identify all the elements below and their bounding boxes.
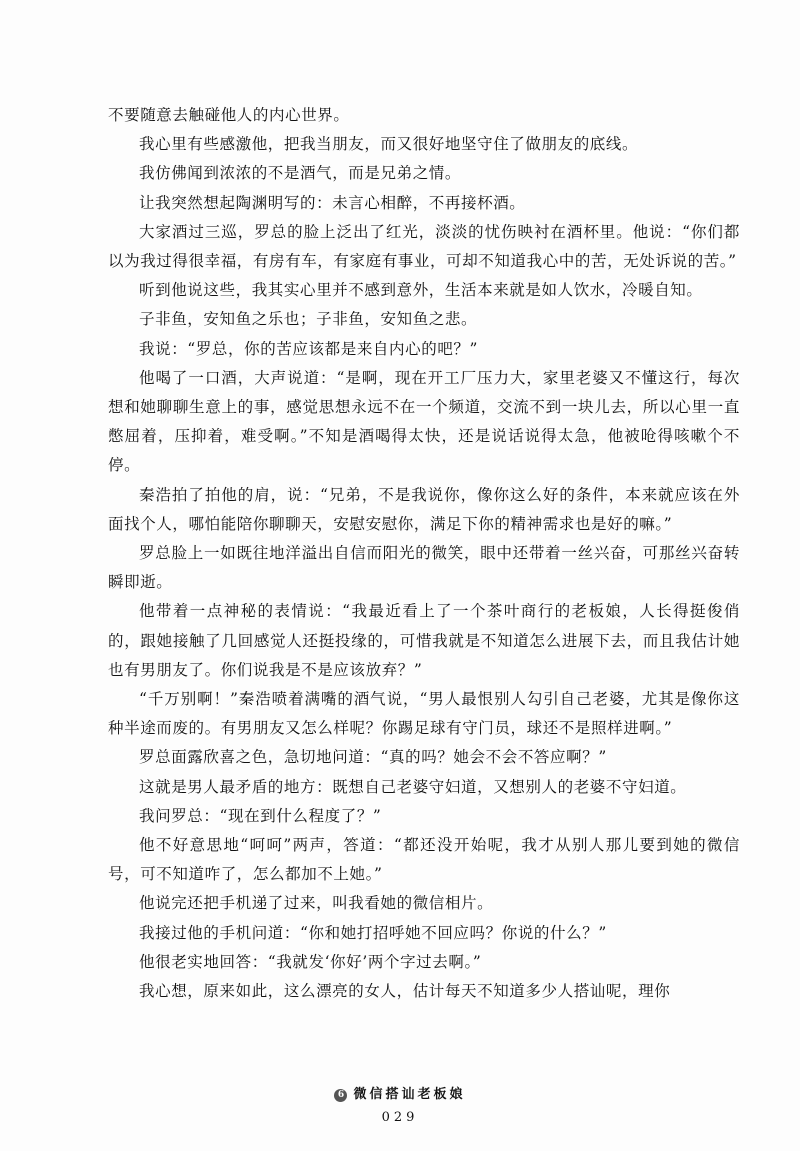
- paragraph: 他说完还把手机递了过来，叫我看她的微信相片。: [139, 894, 494, 913]
- paragraph: 听到他说这些，我其实心里并不感到意外，生活本来就是如人饮水，冷暖自知。: [139, 281, 703, 300]
- paragraph: 他很老实地回答：“我就发‘你好’两个字过去啊。”: [139, 952, 482, 971]
- paragraph: 子非鱼，安知鱼之乐也；子非鱼，安知鱼之悲。: [139, 310, 478, 329]
- paragraph: 我说：“罗总，你的苦应该都是来自内心的吧？”: [139, 339, 479, 358]
- paragraph: 他喝了一口酒，大声说道：“是啊，现在开工厂压力大，家里老婆又不懂这行，每次想和她聊聊生意上的事，感觉思想永远不在一个频道，交流不到一块儿去，所以心里一直憋屈着，压抑着，难受啊。”不知是酒喝得太快，还是说话说得太急，他被呛得咳嗽个不停。: [108, 368, 740, 475]
- paragraph: 不要随意去触碰他人的内心世界。: [108, 106, 350, 124]
- paragraph: 他不好意思地“呵呵”两声，答道：“都还没开始呢，我才从别人那儿要到她的微信号，可不知道咋了，怎么都加不上她。”: [108, 836, 740, 884]
- paragraph: 大家酒过三巡，罗总的脸上泛出了红光，淡淡的忧伤映衬在酒杯里。他说：“你们都以为我过得很幸福，有房有车，有家庭有事业，可却不知道我心中的苦，无处诉说的苦。”: [108, 222, 740, 271]
- paragraph: 我接过他的手机问道：“你和她打招呼她不回应吗？你说的什么？”: [139, 923, 607, 942]
- paragraph: 我心里有些感激他，把我当朋友，而又很好地坚守住了做朋友的底线。: [139, 135, 639, 154]
- body-text: [108, 101, 740, 1006]
- paragraph: 罗总脸上一如既往地洋溢出自信而阳光的微笑，眼中还带着一丝兴奋，可那丝兴奋转瞬即逝。: [108, 544, 740, 592]
- paragraph: 我心想，原来如此，这么漂亮的女人，估计每天不知道多少人搭讪呢，理你: [139, 982, 671, 1001]
- chapter-title: 微信搭讪老板娘: [353, 1087, 466, 1102]
- paragraph: 他带着一点神秘的表情说：“我最近看上了一个茶叶商行的老板娘，人长得挺俊俏的，跟她接触了几回感觉人还挺投缘的，可惜我就是不知道怎么进展下去，而且我估计她也有男朋友了。你们说我是不是应该放弃？”: [108, 602, 740, 679]
- paragraph: 秦浩拍了拍他的肩，说：“兄弟，不是我说你，像你这么好的条件，本来就应该在外面找个人，哪怕能陪你聊聊天，安慰安慰你，满足下你的精神需求也是好的嘛。”: [108, 485, 740, 533]
- paragraph: 罗总面露欣喜之色，急切地问道：“真的吗？她会不会不答应啊？”: [139, 748, 607, 767]
- paragraph: 这就是男人最矛盾的地方：既想自己老婆守妇道，又想别人的老婆不守妇道。: [139, 777, 687, 796]
- paragraph: 我问罗总：“现在到什么程度了？”: [139, 806, 382, 825]
- running-footer-title: [0, 1083, 800, 1102]
- paragraph: “千万别啊！”秦浩喷着满嘴的酒气说，“男人最恨别人勾引自己老婆，尤其是像你这种半途而废的。有男朋友又怎么样呢？你踢足球有守门员，球还不是照样进啊。”: [108, 690, 740, 738]
- paragraph: 让我突然想起陶渊明写的：未言心相醉，不再接杯酒。: [139, 193, 526, 212]
- chapter-mark-icon: 6: [334, 1089, 347, 1102]
- paragraph: 我仿佛闻到浓浓的不是酒气，而是兄弟之情。: [139, 164, 462, 183]
- page-number: 029: [381, 1110, 419, 1125]
